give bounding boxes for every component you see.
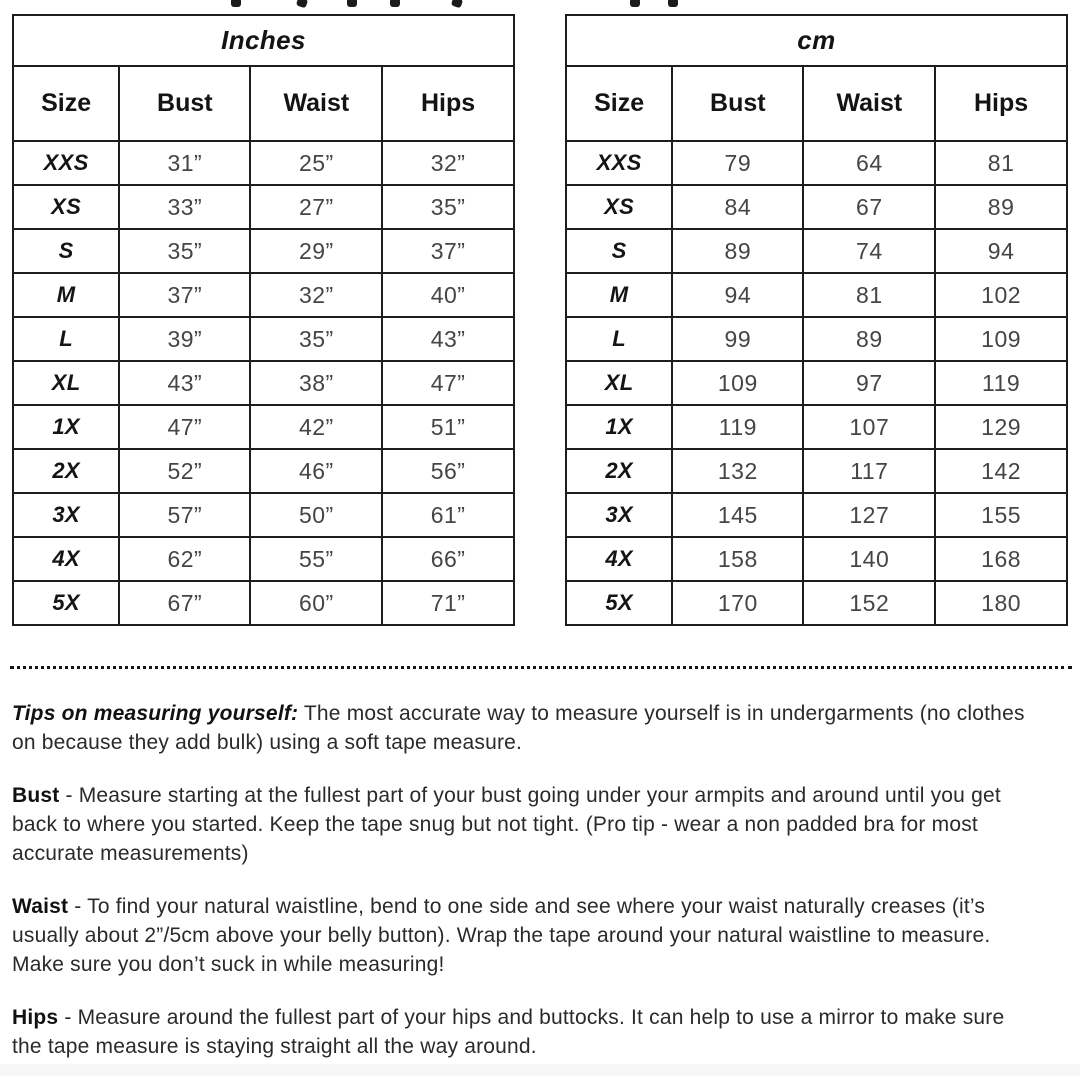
tip-bust-text: - Measure starting at the fullest part of your bust going under your armpits and around until you get back to where you started. Keep the tape snug but not tight. (Pro tip - wear a non padded bra for most accurate measurements)	[12, 784, 1001, 865]
tip-waist	[12, 892, 1034, 979]
tip-bust-label: Bust	[12, 784, 60, 807]
column-header-cell: Bust	[119, 66, 250, 141]
clipped-text-remnants	[0, 0, 1080, 9]
table-row	[13, 493, 514, 537]
value-cell: 52”	[119, 449, 250, 493]
table-row	[566, 493, 1067, 537]
table-row	[566, 361, 1067, 405]
value-cell: 55”	[250, 537, 382, 581]
size-cell: L	[566, 317, 672, 361]
tips-intro	[12, 699, 1034, 757]
value-cell: 32”	[250, 273, 382, 317]
value-cell: 25”	[250, 141, 382, 185]
value-cell: 60”	[250, 581, 382, 625]
value-cell: 64	[803, 141, 935, 185]
clipped-glyph	[390, 0, 400, 7]
value-cell: 42”	[250, 405, 382, 449]
value-cell: 152	[803, 581, 935, 625]
tips-intro-text: The most accurate way to measure yourself is in undergarments (no clothes on because they add bulk) using a soft tape measure.	[12, 702, 1025, 754]
table-row	[13, 449, 514, 493]
table-row	[566, 273, 1067, 317]
size-cell: 2X	[13, 449, 119, 493]
value-cell: 155	[935, 493, 1067, 537]
value-cell: 61”	[382, 493, 514, 537]
table-row	[13, 537, 514, 581]
table-row	[566, 449, 1067, 493]
value-cell: 35”	[119, 229, 250, 273]
value-cell: 32”	[382, 141, 514, 185]
table-row	[566, 405, 1067, 449]
value-cell: 117	[803, 449, 935, 493]
size-cell: 2X	[566, 449, 672, 493]
value-cell: 46”	[250, 449, 382, 493]
tip-waist-text: - To find your natural waistline, bend to one side and see where your waist naturally creases (it’s usually about 2”/5cm above your belly button). Wrap the tape around your natural waistline to measure. Make sure you don’t suck in while measuring!	[12, 895, 991, 976]
value-cell: 94	[935, 229, 1067, 273]
value-cell: 71”	[382, 581, 514, 625]
size-cell: S	[566, 229, 672, 273]
column-header-cell: Size	[13, 66, 119, 141]
value-cell: 39”	[119, 317, 250, 361]
size-cell: 3X	[13, 493, 119, 537]
tip-bust	[12, 781, 1034, 868]
value-cell: 97	[803, 361, 935, 405]
value-cell: 57”	[119, 493, 250, 537]
value-cell: 47”	[119, 405, 250, 449]
value-cell: 81	[803, 273, 935, 317]
size-cell: XL	[566, 361, 672, 405]
chart-title-row	[13, 15, 514, 66]
value-cell: 35”	[382, 185, 514, 229]
tip-hips-text: - Measure around the fullest part of your hips and buttocks. It can help to use a mirror to make sure the tape measure is staying straight all the way around.	[12, 1006, 1005, 1058]
value-cell: 35”	[250, 317, 382, 361]
value-cell: 29”	[250, 229, 382, 273]
value-cell: 132	[672, 449, 803, 493]
table-row	[566, 581, 1067, 625]
dotted-divider	[10, 666, 1072, 669]
value-cell: 81	[935, 141, 1067, 185]
table-row	[566, 229, 1067, 273]
value-cell: 158	[672, 537, 803, 581]
size-cell: XS	[13, 185, 119, 229]
table-row	[13, 273, 514, 317]
value-cell: 37”	[119, 273, 250, 317]
bottom-strip	[0, 1064, 1080, 1076]
value-cell: 67	[803, 185, 935, 229]
measuring-tips	[12, 699, 1034, 1061]
value-cell: 40”	[382, 273, 514, 317]
value-cell: 51”	[382, 405, 514, 449]
clipped-glyph	[451, 0, 463, 8]
size-cell: XS	[566, 185, 672, 229]
value-cell: 102	[935, 273, 1067, 317]
value-cell: 67”	[119, 581, 250, 625]
value-cell: 180	[935, 581, 1067, 625]
column-header-row	[13, 66, 514, 141]
value-cell: 38”	[250, 361, 382, 405]
table-row	[13, 317, 514, 361]
clipped-glyph	[630, 0, 640, 7]
chart-title-cell: Inches	[13, 15, 514, 66]
column-header-cell: Waist	[803, 66, 935, 141]
value-cell: 168	[935, 537, 1067, 581]
size-cell: 5X	[13, 581, 119, 625]
clipped-glyph	[231, 0, 241, 7]
table-row	[13, 229, 514, 273]
size-chart-inches	[12, 14, 515, 626]
size-cell: 5X	[566, 581, 672, 625]
size-cell: M	[566, 273, 672, 317]
value-cell: 79	[672, 141, 803, 185]
size-cell: S	[13, 229, 119, 273]
column-header-cell: Waist	[250, 66, 382, 141]
column-header-cell: Size	[566, 66, 672, 141]
tips-intro-label: Tips on measuring yourself:	[12, 702, 299, 725]
column-header-cell: Bust	[672, 66, 803, 141]
size-cell: 4X	[566, 537, 672, 581]
value-cell: 74	[803, 229, 935, 273]
value-cell: 47”	[382, 361, 514, 405]
tip-hips	[12, 1003, 1034, 1061]
size-cell: 4X	[13, 537, 119, 581]
table-row	[566, 537, 1067, 581]
value-cell: 129	[935, 405, 1067, 449]
chart-title-row	[566, 15, 1067, 66]
column-header-cell: Hips	[382, 66, 514, 141]
value-cell: 127	[803, 493, 935, 537]
value-cell: 89	[803, 317, 935, 361]
value-cell: 99	[672, 317, 803, 361]
value-cell: 89	[935, 185, 1067, 229]
value-cell: 66”	[382, 537, 514, 581]
value-cell: 109	[672, 361, 803, 405]
size-chart-cm	[565, 14, 1068, 626]
table-row	[13, 361, 514, 405]
value-cell: 170	[672, 581, 803, 625]
value-cell: 37”	[382, 229, 514, 273]
value-cell: 50”	[250, 493, 382, 537]
tip-waist-label: Waist	[12, 895, 69, 918]
clipped-glyph	[296, 0, 308, 8]
table-row	[566, 185, 1067, 229]
column-header-cell: Hips	[935, 66, 1067, 141]
value-cell: 119	[672, 405, 803, 449]
size-cell: XXS	[13, 141, 119, 185]
table-row	[13, 581, 514, 625]
size-cell: 1X	[566, 405, 672, 449]
size-cell: XXS	[566, 141, 672, 185]
value-cell: 43”	[119, 361, 250, 405]
value-cell: 142	[935, 449, 1067, 493]
value-cell: 140	[803, 537, 935, 581]
tip-hips-label: Hips	[12, 1006, 59, 1029]
value-cell: 89	[672, 229, 803, 273]
column-header-row	[566, 66, 1067, 141]
table-row	[13, 141, 514, 185]
value-cell: 94	[672, 273, 803, 317]
table-row	[566, 317, 1067, 361]
table-row	[13, 405, 514, 449]
value-cell: 56”	[382, 449, 514, 493]
value-cell: 27”	[250, 185, 382, 229]
size-cell: XL	[13, 361, 119, 405]
clipped-glyph	[347, 0, 357, 7]
size-cell: M	[13, 273, 119, 317]
table-row	[13, 185, 514, 229]
clipped-glyph	[668, 0, 678, 7]
size-cell: 1X	[13, 405, 119, 449]
value-cell: 84	[672, 185, 803, 229]
value-cell: 107	[803, 405, 935, 449]
size-cell: L	[13, 317, 119, 361]
value-cell: 119	[935, 361, 1067, 405]
value-cell: 145	[672, 493, 803, 537]
value-cell: 109	[935, 317, 1067, 361]
chart-title-cell: cm	[566, 15, 1067, 66]
value-cell: 31”	[119, 141, 250, 185]
value-cell: 43”	[382, 317, 514, 361]
table-row	[566, 141, 1067, 185]
size-cell: 3X	[566, 493, 672, 537]
value-cell: 62”	[119, 537, 250, 581]
value-cell: 33”	[119, 185, 250, 229]
